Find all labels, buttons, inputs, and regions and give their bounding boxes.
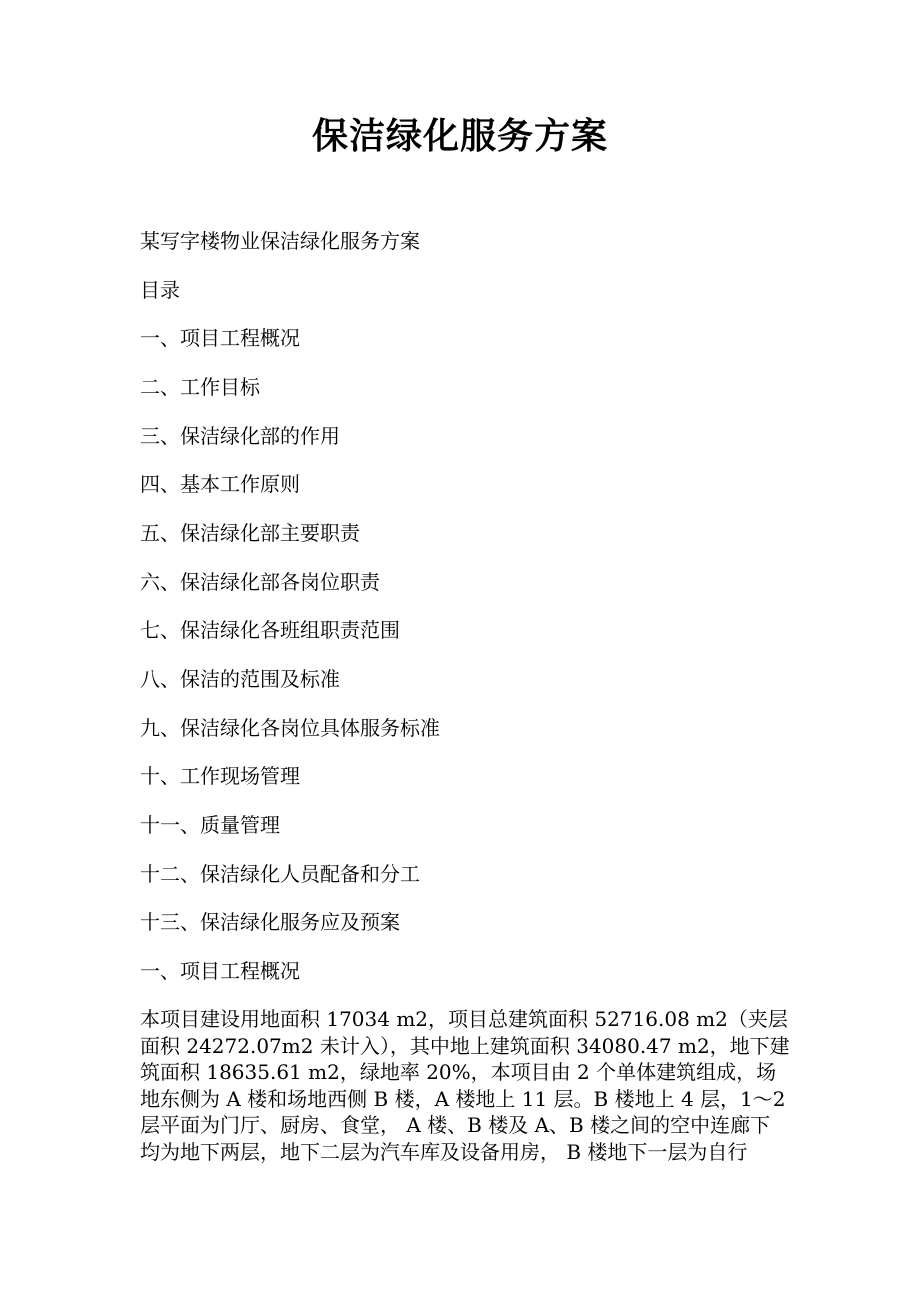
toc-item: 四、基本工作原则: [140, 472, 300, 496]
toc-item: 十三、保洁绿化服务应及预案: [140, 910, 400, 934]
toc-item: 九、保洁绿化各岗位具体服务标准: [140, 716, 440, 740]
paragraph-line: 地东侧为 A 楼和场地西侧 B 楼，A 楼地上 11 层。B 楼地上 4 层，1～2: [140, 1086, 786, 1111]
paragraph-line: 本项目建设用地面积 17034 m2，项目总建筑面积 52716.08 m2（夹层: [140, 1007, 788, 1031]
toc-item: 十二、保洁绿化人员配备和分工: [140, 862, 420, 886]
section-paragraph: [140, 1006, 790, 1166]
paragraph-line: 筑面积 18635.61 m2，绿地率 20%，本项目由 2 个单体建筑组成，场: [140, 1060, 777, 1085]
toc-item: 七、保洁绿化各班组职责范围: [140, 618, 400, 642]
toc-item: 五、保洁绿化部主要职责: [140, 521, 360, 545]
document-title: 保洁绿化服务方案: [311, 115, 608, 157]
document-subtitle: 某写字楼物业保洁绿化服务方案: [140, 229, 420, 253]
toc-item: 三、保洁绿化部的作用: [140, 424, 340, 448]
paragraph-line: 层平面为门厅、厨房、食堂， A 楼、B 楼及 A、B 楼之间的空中连廊下: [140, 1113, 771, 1138]
toc-heading: 目录: [140, 278, 180, 302]
toc-item: 八、保洁的范围及标准: [140, 667, 340, 691]
paragraph-line: 均为地下两层，地下二层为汽车库及设备用房， B 楼地下一层为自行: [140, 1139, 748, 1164]
toc-item: 六、保洁绿化部各岗位职责: [140, 570, 380, 594]
section-heading: 一、项目工程概况: [140, 959, 300, 983]
paragraph-line: 面积 24272.07m2 未计入），其中地上建筑面积 34080.47 m2，地下建: [140, 1033, 790, 1058]
toc-item: 十、工作现场管理: [140, 764, 300, 788]
toc-item: 二、工作目标: [140, 375, 260, 399]
toc-item: 十一、质量管理: [140, 813, 280, 837]
toc-item: 一、项目工程概况: [140, 326, 300, 350]
